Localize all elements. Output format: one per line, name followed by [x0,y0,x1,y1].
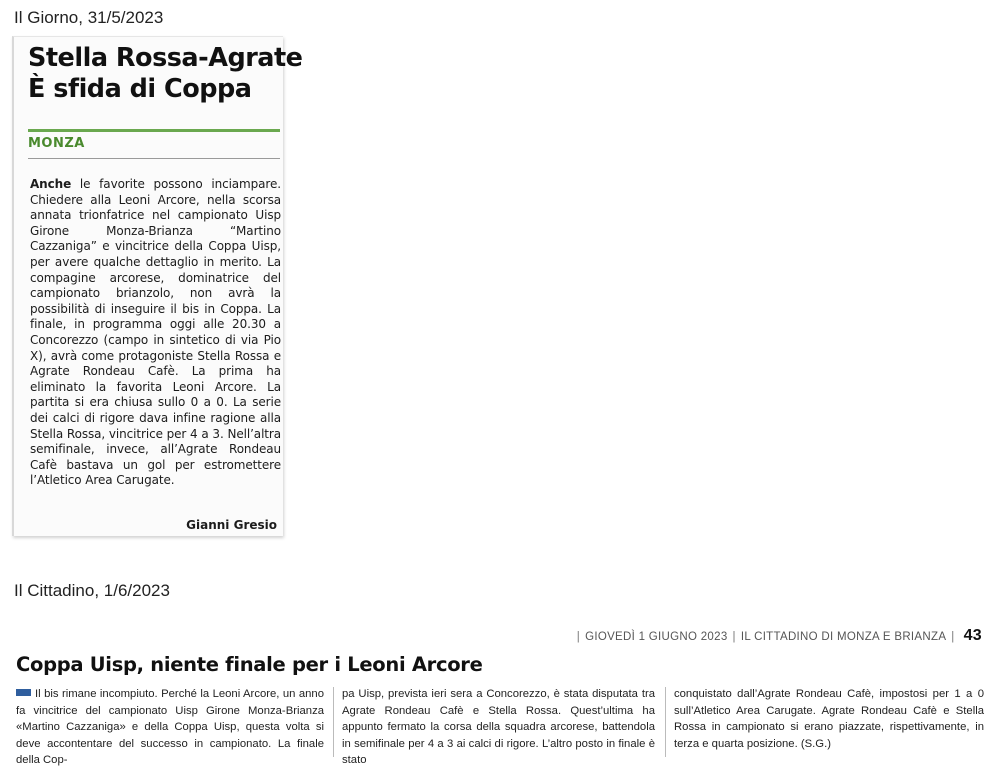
newspaper-clipping-il-cittadino [12,619,992,769]
article-column-2: pa Uisp, prevista ieri sera a Concorezzo, è stata disputata tra Agrate Rondeau Cafè e Stella Rossa. Quest’ultima ha appunto fermato la corsa della squadra arcorese, battendola in semifinale per 4 a 3 ai calci di rigore. L’altro posto in finale è stato [342,688,655,766]
section-label: MONZA [28,136,85,151]
header-separator: | [732,631,736,643]
article-column-1 [16,686,324,769]
headline-line-1: Stella Rossa-Agrate [28,43,303,73]
page-header [572,627,982,645]
publication-name: IL CITTADINO DI MONZA E BRIANZA [740,631,947,643]
article-author: Gianni Gresio [186,518,277,532]
column-divider [665,687,666,757]
column-divider [333,687,334,757]
article-lead-word: Anche [30,177,72,191]
newspaper-clipping-il-giorno [12,36,303,536]
article-headline: Coppa Uisp, niente finale per i Leoni Arcore [16,653,483,676]
column-text: Il bis rimane incompiuto. Perché la Leoni Arcore, un anno fa vincitrice del campionato Uisp Girone Monza-Brianza «Martino Cazzaniga» e della Coppa Uisp, questa volta si deve accontentare del successo in campionato. La finale della Cop- [16,688,324,766]
section-divider [28,129,280,132]
header-separator: | [951,631,955,643]
article-headline [28,43,303,105]
section-marker [16,689,31,696]
issue-date: GIOVEDÌ 1 GIUGNO 2023 [585,631,728,643]
header-separator: | [576,631,581,643]
source-caption-il-cittadino: Il Cittadino, 1/6/2023 [14,581,170,600]
source-caption-il-giorno: Il Giorno, 31/5/2023 [14,8,164,27]
article-text: le favorite possono inciampare. Chiedere alla Leoni Arcore, nella scorsa annata trionfatrice nel campionato Uisp Girone Monza-Brianza “Martino Cazzaniga” e vincitrice della Coppa Uisp, per avere qualche dettaglio in merito. La compagine arcorese, dominatrice del campionato brianzolo, non avrà la possibilità di inseguire il bis in Coppa. La finale, in programma oggi alle 20.30 a Concorezzo (campo in sintetico di via Pio X), avrà come protagoniste Stella Rossa e Agrate Rondeau Cafè. La prima ha eliminato la favorita Leoni Arcore. La partita si era chiusa sullo 0 a 0. La serie dei calci di rigore dava infine ragione alla Stella Rossa, vincitrice per 4 a 3. Nell’altra semifinale, invece, all’Agrate Rondeau Cafè bastava un gol per estromettere l’Atletico Area Carugate. [30,177,281,488]
page-number: 43 [963,627,982,644]
section-underline [28,158,280,159]
article-column-3: conquistato dall’Agrate Rondeau Cafè, impostosi per 1 a 0 sull’Atletico Area Carugate. Agrate Rondeau Cafè e Stella Rossa in campionato si erano piazzate, rispettivamente, in terza e quarta posizione. (S.G.) [674,688,984,750]
headline-line-2: È sfida di Coppa [28,74,252,104]
article-body [30,177,281,489]
